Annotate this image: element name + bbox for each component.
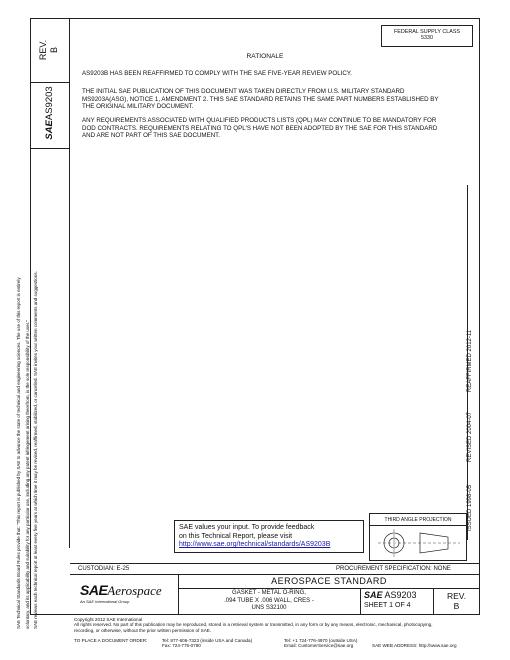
title-rev-block <box>433 591 480 611</box>
title-block-standard-line <box>178 588 480 589</box>
fsc-label: FEDERAL SUPPLY CLASS <box>393 29 461 35</box>
footer-fax: Fax: 724-776-0790 <box>162 643 201 648</box>
rationale-paragraph-1: AS9203B HAS BEEN REAFFIRMED TO COMPLY WITH THE SAE FIVE-YEAR REVIEW POLICY. <box>82 70 352 77</box>
title-rev-label: REV. <box>446 591 467 601</box>
title-doc-number-text: AS9203 <box>384 590 417 600</box>
side-notice <box>15 159 41 629</box>
footer-tel-inside: Tel: 877-606-7323 (inside USA and Canada) <box>162 638 253 643</box>
left-doc-number-text: AS9203 <box>44 86 55 121</box>
footer-email[interactable]: Email: CustomerService@sae.org <box>284 643 354 648</box>
feedback-link[interactable]: http://www.sae.org/technical/standards/AS9203B <box>179 541 331 549</box>
date-reaffirmed: REAFFIRMED 2012-11 <box>467 329 473 393</box>
third-angle-projection-icon <box>378 528 460 558</box>
footer-rights: All rights reserved. No part of this publication may be reproduced, stored in a retrieval system or transmitted, in any form or by any means, electronic, mechanical, photocopying, <box>74 622 433 628</box>
projection-label: THIRD ANGLE PROJECTION <box>384 517 452 523</box>
footer <box>74 617 484 633</box>
part-title-line-3: UNS S32100 <box>251 605 287 612</box>
footer-tel-outside: Tel: +1 724-776-4970 (outside USA) <box>284 638 358 643</box>
logo-sae-text: SAE <box>80 582 108 598</box>
left-rev-value: B <box>49 47 59 54</box>
standard-heading: AEROSPACE STANDARD <box>271 576 387 586</box>
title-sae-mark: SAE <box>364 590 383 600</box>
projection-box <box>369 513 467 561</box>
date-issued: ISSUED 1998-05 <box>467 484 473 532</box>
part-title <box>178 590 360 613</box>
side-notice-line-3: SAE reviews each technical report at least every five years at which time it may be revised, reaffirmed, stabilized, or cancelled. SAE invites your written comments and suggestions. <box>33 271 39 629</box>
logo-aerospace-text: Aerospace <box>107 583 162 598</box>
footer-order-label: TO PLACE A DOCUMENT ORDER: <box>74 638 148 643</box>
fsc-value: 5330 <box>421 35 433 41</box>
date-revised: REVISED 2004-07 <box>467 411 473 463</box>
custodian-label: CUSTODIAN: E-25 <box>78 566 130 572</box>
left-rev-block <box>38 20 62 80</box>
rationale-heading: RATIONALE <box>246 53 284 60</box>
title-rev-value: B <box>453 601 460 611</box>
feedback-line-2: on this Technical Report, please visit <box>179 532 293 540</box>
procurement-label: PROCUREMENT SPECIFICATION: NONE <box>336 566 451 572</box>
left-rev-label: REV. <box>38 39 48 61</box>
rationale-paragraph-3: ANY REQUIREMENTS ASSOCIATED WITH QUALIFIED PRODUCTS LISTS (QPL) MAY CONTINUE TO BE MANDATORY FOR DOD CONTRACTS. REQUIREMENTS RELATING TO QPL'S HAVE NOT BEEN ADOPTED BY THE SAE FOR THIS STANDARD AND ARE NOT PART OF THIS SAE DOCUMENT. <box>82 117 438 140</box>
footer-copyright: Copyright 2012 SAE International <box>74 617 143 622</box>
left-sae-mark: SAE <box>44 120 55 140</box>
logo-subtitle: An SAE International Group <box>80 599 130 604</box>
fsc-box <box>381 25 473 47</box>
sheet-number: SHEET 1 OF 4 <box>364 602 411 609</box>
footer-web-address[interactable]: SAE WEB ADDRESS: http://www.sae.org <box>372 643 457 648</box>
custodian-line <box>70 574 480 575</box>
left-doc-number <box>42 73 58 153</box>
part-title-line-2: .094 TUBE X .006 WALL, CRES - <box>224 597 314 604</box>
side-notice-line-1: SAE Technical Standards Board Rules provide that: "This report is published by SAE to advance the state of technical and engineering sciences. The use of this report is entirely <box>16 277 21 629</box>
rationale-paragraph-2: THE INITIAL SAE PUBLICATION OF THIS DOCUMENT WAS TAKEN DIRECTLY FROM U.S. MILITARY STANDARD MS9203A(ASG), NOTICE 1, AMENDMENT 2. THIS SAE STANDARD RETAINS THE SAME PART NUMBERS ESTABLISHED BY THE ORIGINAL MILITARY DOCUMENT. <box>82 88 439 111</box>
projection-divider <box>370 525 466 526</box>
feedback-line-1: SAE values your input. To provide feedback <box>179 524 315 531</box>
sae-aerospace-logo <box>80 582 176 604</box>
title-block-divider-2 <box>360 588 361 615</box>
side-notice-line-2: voluntary, and its applicability and suitability for any particular use, including any patent infringement arising therefrom, is the sole responsibility of the user." <box>24 320 30 629</box>
title-block-top-line <box>70 563 480 564</box>
part-title-line-1: GASKET - METAL O-RING, <box>232 590 306 596</box>
footer-rights-cont: recording, or otherwise, without the prior written permission of SAE. <box>74 627 212 633</box>
title-doc-number <box>364 590 417 600</box>
feedback-box <box>174 520 364 553</box>
